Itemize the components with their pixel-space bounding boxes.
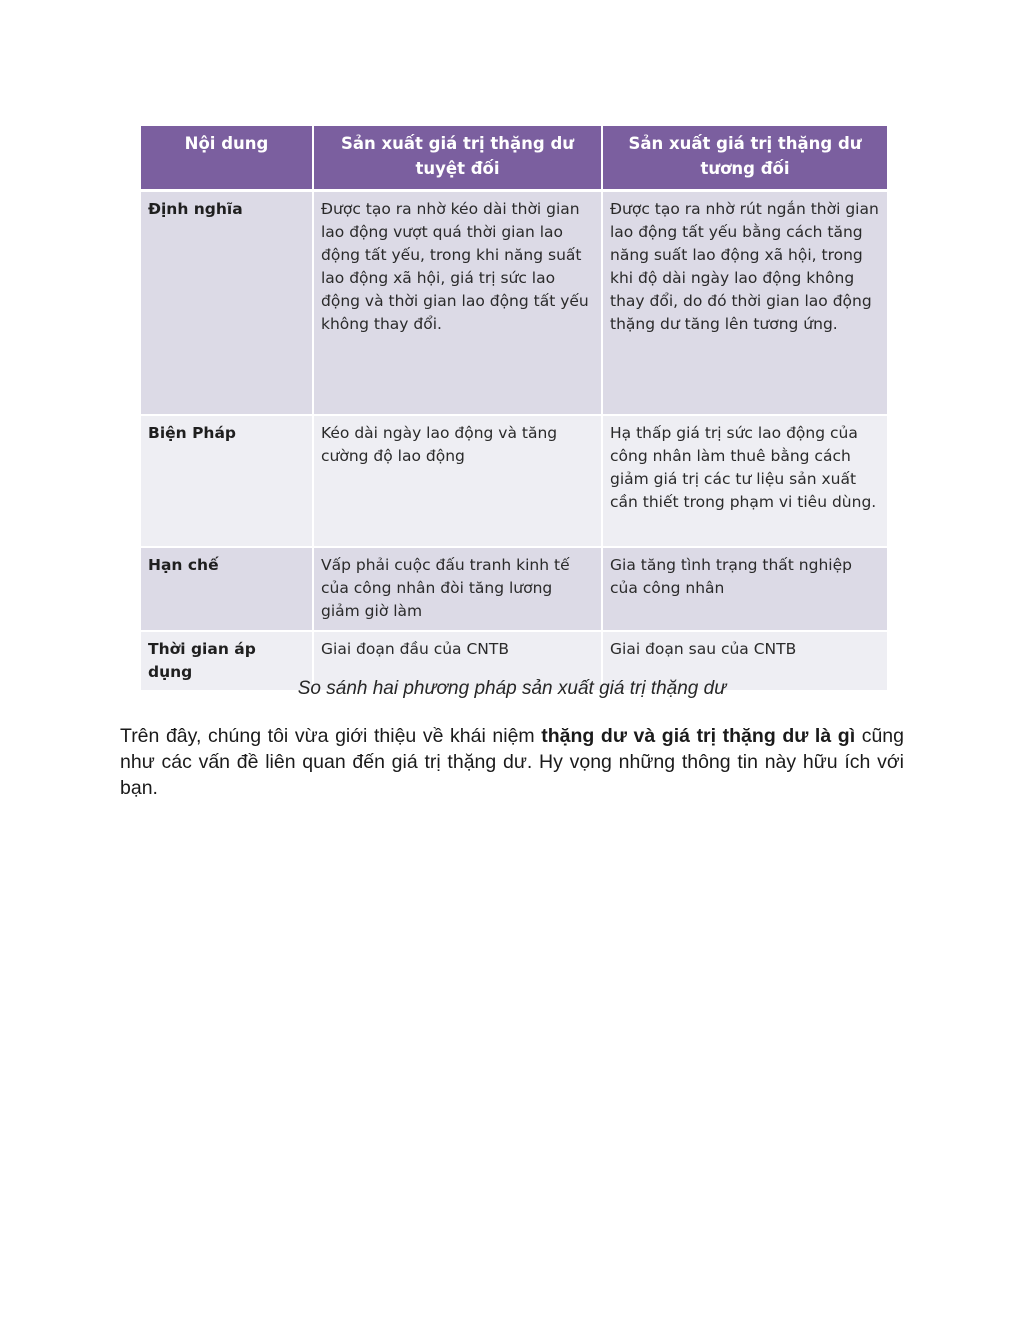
row-label: Hạn chế [141,547,313,631]
paragraph-text-before: Trên đây, chúng tôi vừa giới thiệu về khái niệm [120,725,542,747]
paragraph-bold-term: thặng dư và giá trị thặng dư là gì [541,725,856,747]
paragraph-text-after: cũng như các vấn đề liên quan đến giá trị thặng dư. Hy vọng những thông tin này hữu ích với bạn. [120,725,904,799]
header-absolute-surplus: Sản xuất giá trị thặng dư tuyệt đối [313,126,602,191]
cell-relative: Được tạo ra nhờ rút ngắn thời gian lao động tất yếu bằng cách tăng năng suất lao động xã hội, trong khi độ dài ngày lao động không thay đổi, do đó thời gian lao động thặng dư tăng lên tương ứng. [602,191,887,416]
comparison-figure [141,126,887,692]
header-relative-surplus: Sản xuất giá trị thặng dư tương đối [602,126,887,191]
conclusion-paragraph [120,723,904,801]
table-row-limitations [141,547,887,631]
header-content: Nội dung [141,126,313,191]
table-header-row [141,126,887,191]
cell-absolute: Được tạo ra nhờ kéo dài thời gian lao động vượt quá thời gian lao động tất yếu, trong khi năng suất lao động xã hội, giá trị sức lao động và thời gian lao động tất yếu không thay đổi. [313,191,602,416]
cell-relative: Giai đoạn sau của CNTB [602,631,887,691]
row-label: Thời gian áp dụng [141,631,313,691]
cell-absolute: Vấp phải cuộc đấu tranh kinh tế của công nhân đòi tăng lương giảm giờ làm [313,547,602,631]
cell-relative: Hạ thấp giá trị sức lao động của công nhân làm thuê bằng cách giảm giá trị các tư liệu sản xuất cần thiết trong phạm vi tiêu dùng. [602,415,887,547]
table-row-measures [141,415,887,547]
cell-absolute: Kéo dài ngày lao động và tăng cường độ lao động [313,415,602,547]
figure-caption: So sánh hai phương pháp sản xuất giá trị thặng dư [297,678,727,699]
table-row-definition [141,191,887,416]
comparison-table [141,126,887,692]
row-label: Biện Pháp [141,415,313,547]
cell-absolute: Giai đoạn đầu của CNTB [313,631,602,691]
cell-relative: Gia tăng tình trạng thất nghiệp của công nhân [602,547,887,631]
row-label: Định nghĩa [141,191,313,416]
